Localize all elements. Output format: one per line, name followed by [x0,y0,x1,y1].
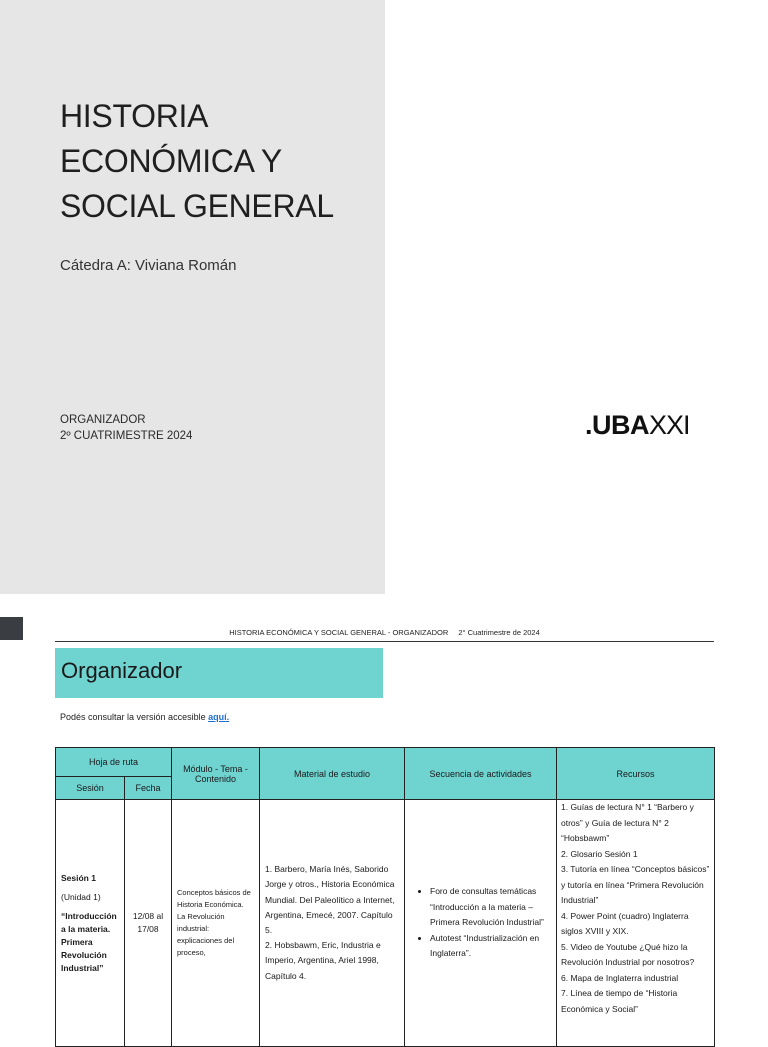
section-banner [55,648,383,698]
activity-item: • Foro de consultas temáticas “Introducción a la materia – Primera Revolución Industrial” [430,884,551,931]
material-cell [260,800,405,1047]
material-item: 2. Hobsbawm, Eric, Industria e Imperio, Argentina, Ariel 1998, Capítulo 4. [265,940,381,981]
session-topic: “Introducción a la materia. Primera Revolución Industrial” [61,910,117,973]
page-header-title: HISTORIA ECONÓMICA Y SOCIAL GENERAL - ORGANIZADOR [229,628,449,637]
header-material: Material de estudio [260,748,405,800]
activities-cell [405,800,557,1047]
accessible-note-text: Podés consultar la versión accesible [60,712,209,722]
cover-title-line: ECONÓMICA Y [60,143,282,179]
table-row [56,800,715,1047]
cover-meta-line: ORGANIZADOR [60,414,146,426]
cover-meta [60,412,192,444]
logo-light-text: XXI [649,410,690,440]
page-header-term: 2° Cuatrimestre de 2024 [458,628,540,637]
header-secuencia: Secuencia de actividades [405,748,557,800]
activity-item: • Autotest “Industrialización en Inglaterra”. [430,931,551,962]
resource-item: 7. Línea de tiempo de “Historia Económica y Social” [561,988,678,1014]
organizer-table [55,747,715,1047]
cover-subtitle: Cátedra A: Viviana Román [60,257,237,274]
cover-panel [0,0,385,594]
cover-title-line: HISTORIA [60,98,209,134]
resource-item: 5. Video de Youtube ¿Qué hizo la Revolución Industrial por nosotros? [561,941,695,967]
cover-title [60,94,360,229]
session-unit: (Unidad 1) [61,891,101,902]
header-modulo: Módulo - Tema - Contenido [172,748,260,800]
cover-meta-line: 2º CUATRIMESTRE 2024 [60,430,193,442]
header-hoja-de-ruta: Hoja de ruta [56,748,172,777]
session-label: Sesión 1 [61,872,96,883]
module-cell: Conceptos básicos de Historia Económica. La Revolución industrial: explicaciones del proceso, [172,800,260,1047]
resource-item: 1. Guías de lectura N° 1 “Barbero y otros” y Guía de lectura N° 2 “Hobsbawm” [561,802,694,843]
header-recursos: Recursos [557,748,715,800]
accessible-note [60,712,229,722]
resource-item: 3. Tutoría en línea “Conceptos básicos” y tutoría en línea “Primera Revolución Industrial” [561,864,710,905]
cover-title-line: SOCIAL GENERAL [60,188,334,224]
resource-item: 6. Mapa de Inglaterra industrial [561,972,679,983]
resource-item: 2. Glosario Sesión 1 [561,848,638,859]
date-cell: 12/08 al 17/08 [125,800,172,1047]
uba-xxi-logo [585,410,690,441]
accessible-version-link[interactable]: aquí. [208,712,230,722]
header-sesion: Sesión [56,777,125,800]
logo-bold-text: .UBA [585,410,649,440]
session-cell [56,800,125,1047]
page-header [55,628,714,642]
header-fecha: Fecha [125,777,172,800]
page-marker-icon [0,617,23,640]
resources-cell [557,800,715,1047]
resource-item: 4. Power Point (cuadro) Inglaterra siglos XVIII y XIX. [561,910,689,936]
material-item: 1. Barbero, María Inés, Saborido Jorge y otros., Historia Económica Mundial. Del Paleolítico a Internet, Argentina, Emecé, 2007. Capítulo 5. [265,864,395,935]
section-title: Organizador [61,658,183,683]
